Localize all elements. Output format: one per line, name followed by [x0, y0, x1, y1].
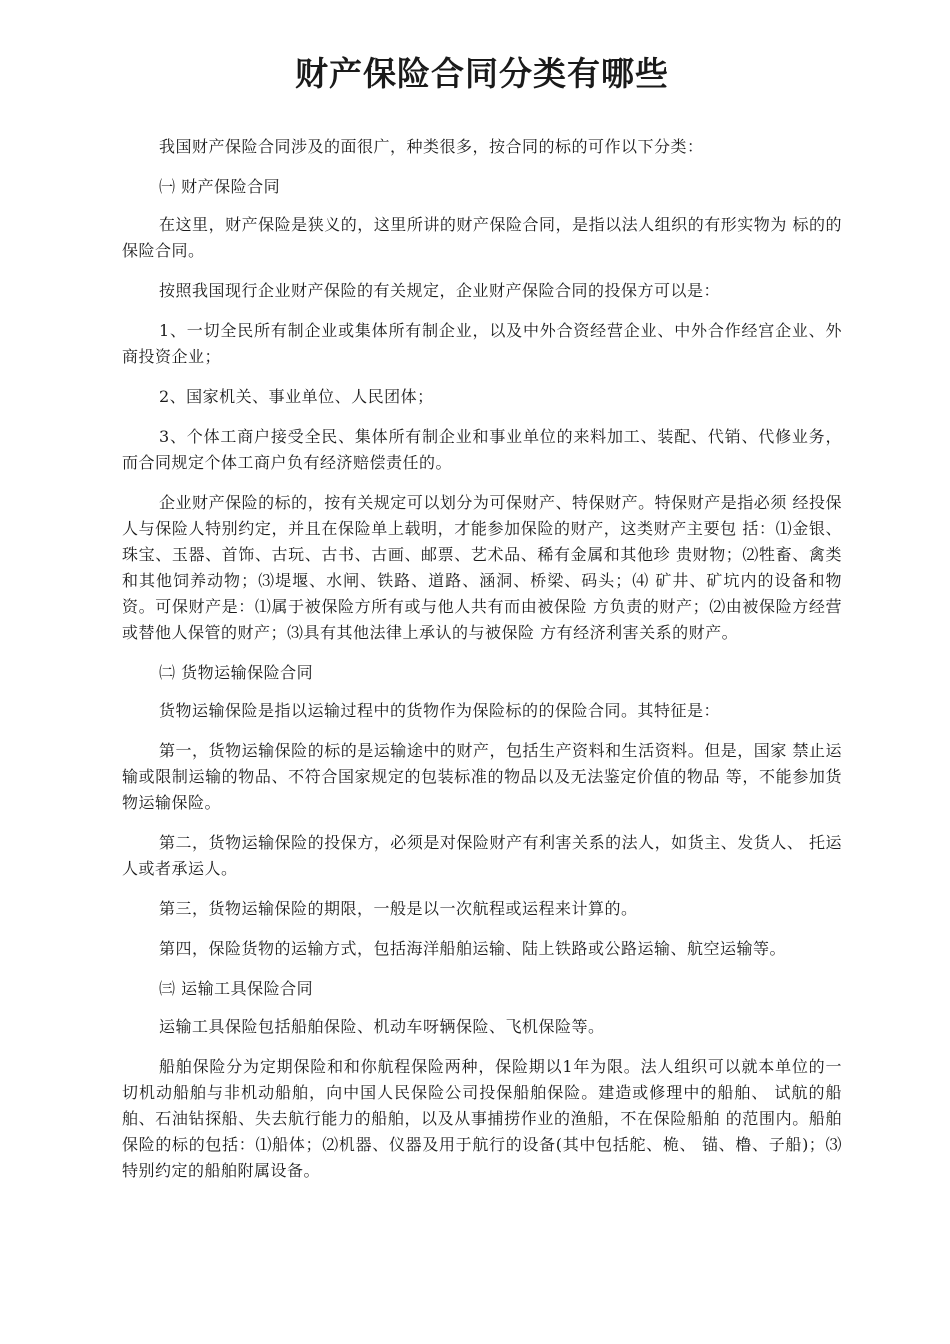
paragraph: 货物运输保险是指以运输过程中的货物作为保险标的的保险合同。其特征是： [159, 701, 721, 720]
paragraph: 第一，货物运输保险的标的是运输途中的财产，包括生产资料和生活资料。但是，国家 禁止运输或限制运输的物品、不符合国家规定的包装标准的物品以及无法鉴定价值的物品 等，不能参加货物运输保险。 [122, 741, 842, 812]
paragraph: 第三，货物运输保险的期限，一般是以一次航程或运程来计算的。 [159, 899, 638, 918]
paragraph: 企业财产保险的标的，按有关规定可以划分为可保财产、特保财产。特保财产是指必须 经投保人与保险人特别约定，并且在保险单上载明，才能参加保险的财产，这类财产主要包 括：⑴金银、珠宝、玉器、首饰、古玩、古书、古画、邮票、艺术品、稀有金属和其他珍 贵财物；⑵牲畜、禽类和其他饲养动物；⑶堤堰、水闸、铁路、道路、涵洞、桥梁、码头；⑷ 矿井、矿坑内的设备和物资。可保财产是：⑴属于被保险方所有或与他人共有而由被保险 方负责的财产；⑵由被保险方经营或替他人保管的财产；⑶具有其他法律上承认的与被保险 方有经济利害关系的财产。 [122, 493, 842, 642]
document-body [122, 134, 842, 1198]
document-title: 财产保险合同分类有哪些 [295, 54, 669, 93]
list-item: 3、个体工商户接受全民、集体所有制企业和事业单位的来料加工、装配、代销、代修业务，而合同规定个体工商户负有经济赔偿责任的。 [122, 427, 842, 472]
paragraph: 第四，保险货物的运输方式，包括海洋船舶运输、陆上铁路或公路运输、航空运输等。 [159, 939, 787, 958]
list-item: 1、一切全民所有制企业或集体所有制企业，以及中外合资经营企业、中外合作经宫企业、外商投资企业； [122, 321, 842, 366]
paragraph: 在这里，财产保险是狭义的，这里所讲的财产保险合同，是指以法人组织的有形实物为 标的的保险合同。 [122, 215, 842, 260]
section-heading-cargo-insurance: ㈡ 货物运输保险合同 [159, 663, 314, 682]
section-heading-vehicle-insurance: ㈢ 运输工具保险合同 [159, 979, 314, 998]
section-heading-property-insurance: ㈠ 财产保险合同 [159, 177, 281, 196]
paragraph: 按照我国现行企业财产保险的有关规定，企业财产保险合同的投保方可以是： [159, 281, 721, 300]
paragraph: 运输工具保险包括船舶保险、机动车呀辆保险、飞机保险等。 [159, 1017, 605, 1036]
list-item: 2、国家机关、事业单位、人民团体； [159, 387, 434, 406]
paragraph: 第二，货物运输保险的投保方，必须是对保险财产有利害关系的法人，如货主、发货人、 托运人或者承运人。 [122, 833, 842, 878]
paragraph-intro: 我国财产保险合同涉及的面很广，种类很多，按合同的标的可作以下分类： [159, 137, 704, 156]
paragraph: 船舶保险分为定期保险和和你航程保险两种，保险期以1年为限。法人组织可以就本单位的一切机动船舶与非机动船舶，向中国人民保险公司投保船舶保险。建造或修理中的船舶、 试航的船舶、石油钻探船、失去航行能力的船舶，以及从事捕捞作业的渔船，不在保险船舶 的范围内。船舶保险的标的包括：⑴船体；⑵机器、仪器及用于航行的设备(其中包括舵、桅、 锚、橹、子船)；⑶特别约定的船舶附属设备。 [122, 1057, 842, 1180]
